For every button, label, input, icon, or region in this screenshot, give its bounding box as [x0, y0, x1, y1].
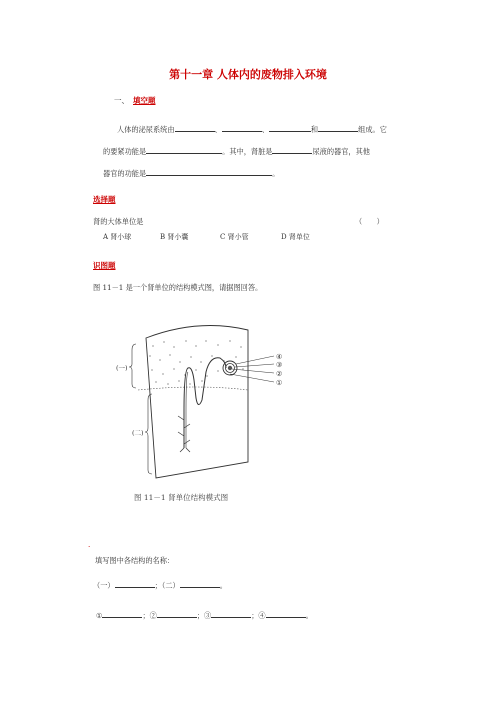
- stray-dot: .: [88, 540, 91, 549]
- blank: [211, 610, 251, 618]
- q1-line1: 人体的泌尿系统由 、 、 和 组成。它: [117, 125, 387, 134]
- q2-stem: 肾的大体单位是: [93, 217, 144, 226]
- section3-heading: 识图题: [93, 261, 116, 270]
- section1-heading: 填空题: [133, 96, 156, 105]
- blank: [272, 146, 312, 154]
- blank: [115, 580, 155, 588]
- section1-number: 一、: [114, 96, 129, 105]
- q1-line3: 器官的功能是 。: [103, 169, 280, 178]
- option-a: A 肾小球: [103, 233, 132, 241]
- blank: [180, 580, 220, 588]
- blank: [318, 124, 358, 132]
- q3-stem: 图 11－1 是一个肾单位的结构模式图，请据图回答。: [93, 283, 263, 292]
- q2-answer-paren: （ ）: [355, 217, 384, 226]
- nephron-figure: [108, 320, 308, 520]
- blank: [102, 610, 142, 618]
- label-4: ④: [276, 353, 283, 361]
- blank: [146, 168, 272, 176]
- label-2: ②: [276, 370, 283, 378]
- option-d: D 肾单位: [281, 233, 310, 241]
- blank: [157, 610, 197, 618]
- region-label-1: (一): [116, 364, 128, 372]
- answer-line-structures: ① ；② ；③ ；④ 。: [96, 611, 313, 620]
- region-label-2: (二): [132, 429, 144, 437]
- blank: [222, 124, 262, 132]
- label-1: ①: [276, 379, 283, 387]
- q3-instruction: 填写图中各结构的名称：: [95, 556, 175, 565]
- option-b: B 肾小囊: [160, 233, 189, 241]
- figure-caption: 图 11－1 肾单位结构模式图: [134, 493, 229, 502]
- brace-cortex: [129, 344, 136, 388]
- answer-line-regions: （一） ；（二） 。: [93, 581, 227, 590]
- page-title: 第十一章 人体内的废物排入环境: [169, 68, 327, 81]
- label-3: ③: [276, 361, 283, 369]
- option-c: C 肾小管: [220, 233, 249, 241]
- section2-heading: 选择题: [93, 195, 116, 204]
- blank: [266, 610, 306, 618]
- glomerulus: [228, 366, 232, 370]
- blank: [146, 146, 222, 154]
- blank: [175, 124, 215, 132]
- blank: [269, 124, 311, 132]
- q1-line2: 的要紧功能是 。其中，肾脏是 尿液的器官，其他: [103, 147, 370, 156]
